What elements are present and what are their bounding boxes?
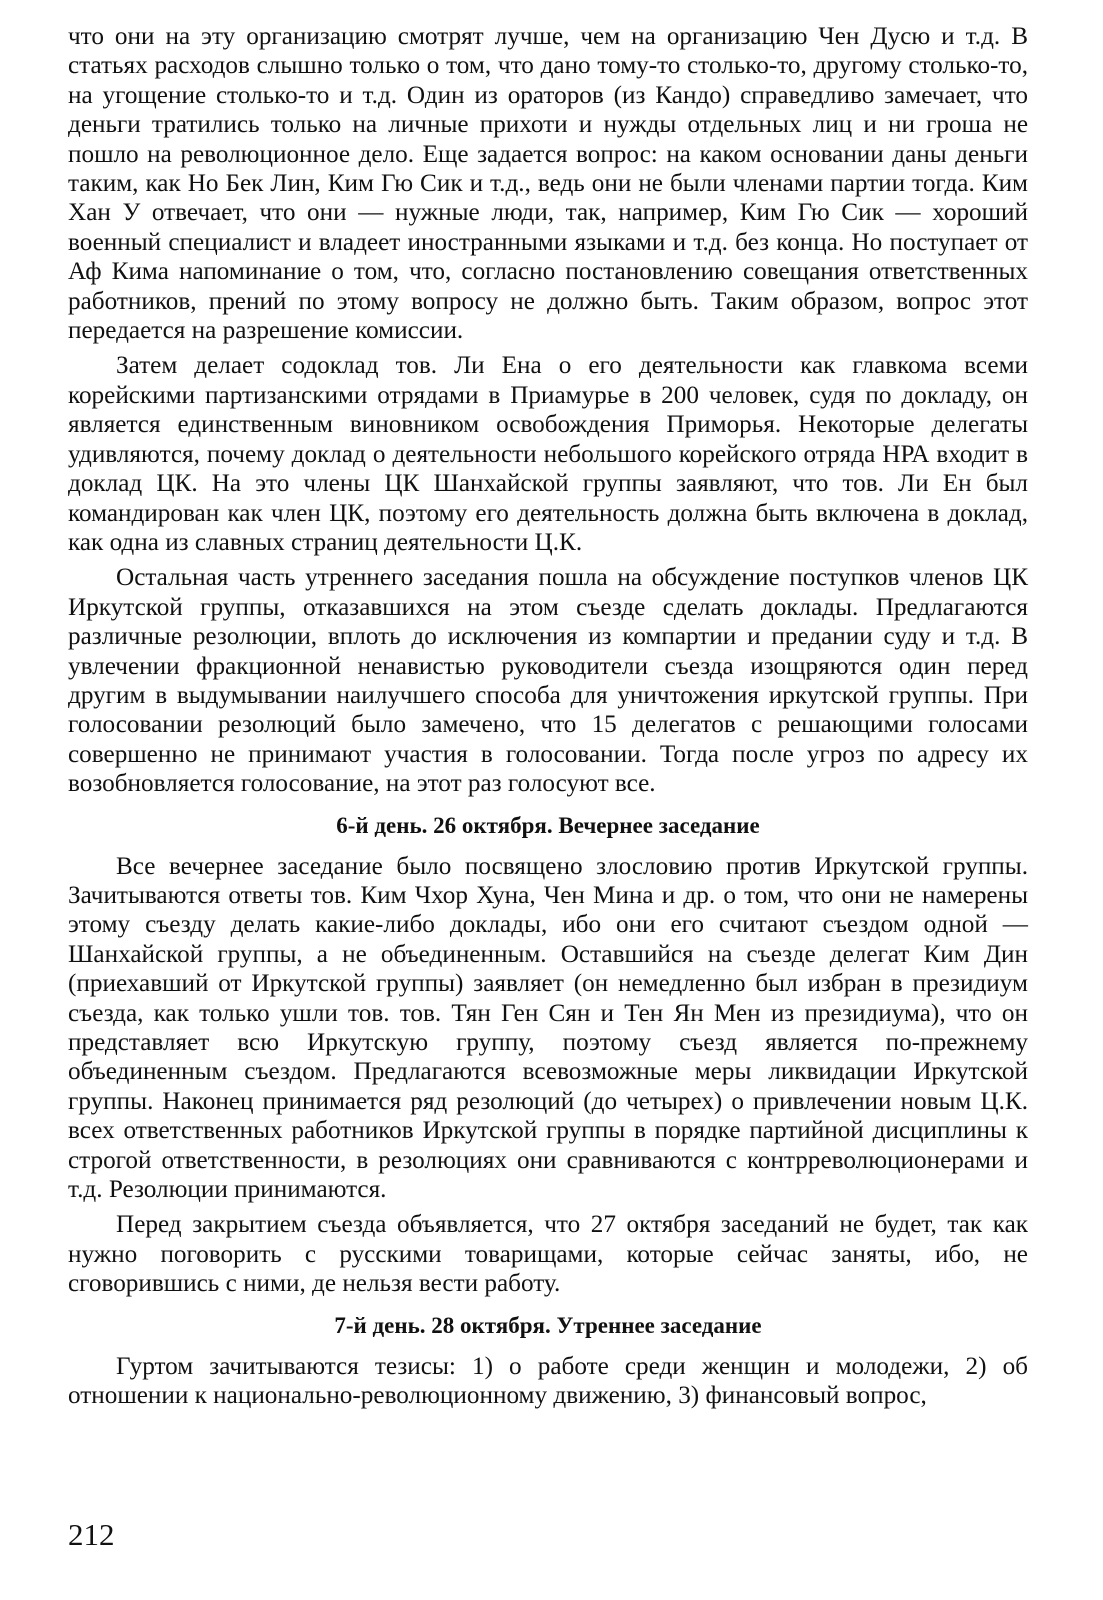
- document-page: [68, 22, 1028, 1582]
- section-heading-day-6: 6-й день. 26 октября. Вечернее заседание: [336, 812, 760, 838]
- paragraph-li-en-report: Затем делает содоклад тов. Ли Ена о его деятельности как главкома всеми корейскими партизанскими отрядами в Приамурье в 200 человек, судя по докладу, он является единственным виновником освобождения Приморья. Некоторые делегаты удивляются, почему доклад о деятельности небольшого корейского отряда НРА входит в доклад ЦК. На это члены ЦК Шанхайской группы заявляют, что тов. Ли Ен был командирован как член ЦК, поэтому его деятельность должна быть включена в доклад, как одна из славных страниц деятельности Ц.К.: [68, 352, 1028, 556]
- page-number: 212: [68, 1517, 115, 1552]
- section-heading-day-7: 7-й день. 28 октября. Утреннее заседание: [334, 1312, 762, 1338]
- paragraph-continuation: что они на эту организацию смотрят лучше, чем на организацию Чен Дусю и т.д. В статьях расходов слышно только о том, что дано тому-то столько-то, другому столько-то, на угощение столько-то и т.д. Один из ораторов (из Кандо) справедливо замечает, что деньги тратились только на личные прихоти и нужды отдельных лиц и ни гроша не пошло на революционное дело. Еще задается вопрос: на каком основании даны деньги таким, как Но Бек Лин, Ким Гю Сик и т.д., ведь они не были членами партии тогда. Ким Хан У отвечает, что они — нужные люди, так, например, Ким Гю Сик — хороший военный специалист и владеет иностранными языками и т.д. без конца. Но поступает от Аф Кима напоминание о том, что, согласно постановлению совещания ответственных работников, прений по этому вопросу не должно быть. Таким образом, вопрос этот передается на разрешение комиссии.: [68, 23, 1028, 345]
- paragraph-theses: Гуртом зачитываются тезисы: 1) о работе среди женщин и молодежи, 2) об отношении к национально-революционному движению, 3) финансовый вопрос,: [68, 1352, 1028, 1410]
- paragraph-evening-session: Все вечернее заседание было посвящено злословию против Иркутской группы. Зачитываются ответы тов. Ким Чхор Хуна, Чен Мина и др. о том, что они не намерены этому съезду делать какие-либо доклады, ибо они его считают съездом одной — Шанхайской группы, а не объединенным. Оставшийся на съезде делегат Ким Дин (приехавший от Иркутской группы) заявляет (он немедленно был избран в президиум съезда, как только ушли тов. тов. Тян Ген Сян и Тен Ян Мен из президиума), что он представляет всю Иркутскую группу, поэтому съезд является по-прежнему объединенным съездом. Предлагаются всевозможные меры ликвидации Иркутской группы. Наконец принимается ряд резолюций (до четырех) о привлечении новым Ц.К. всех ответственных работников Иркутской группы в порядке партийной дисциплины к строгой ответственности, в резолюциях они сравниваются с контрреволюционерами и т.д. Резолюции принимаются.: [68, 852, 1028, 1204]
- paragraph-morning-session-rest: Остальная часть утреннего заседания пошла на обсуждение поступков членов ЦК Иркутской группы, отказавшихся на этом съезде сделать доклады. Предлагаются различные резолюции, вплоть до исключения из компартии и предании суду и т.д. В увлечении фракционной ненавистью руководители съезда изощряются один перед другим в выдумывании наилучшего способа для уничтожения иркутской группы. При голосовании резолюций было замечено, что 15 делегатов с решающими голосами совершенно не принимают участия в голосовании. Тогда после угроз по адресу их возобновляется голосование, на этот раз голосуют все.: [68, 564, 1028, 798]
- paragraph-closing-announcement: Перед закрытием съезда объявляется, что 27 октября заседаний не будет, так как нужно поговорить с русскими товарищами, которые сейчас заняты, ибо, не сговорившись с ними, де нельзя вести работу.: [68, 1211, 1028, 1298]
